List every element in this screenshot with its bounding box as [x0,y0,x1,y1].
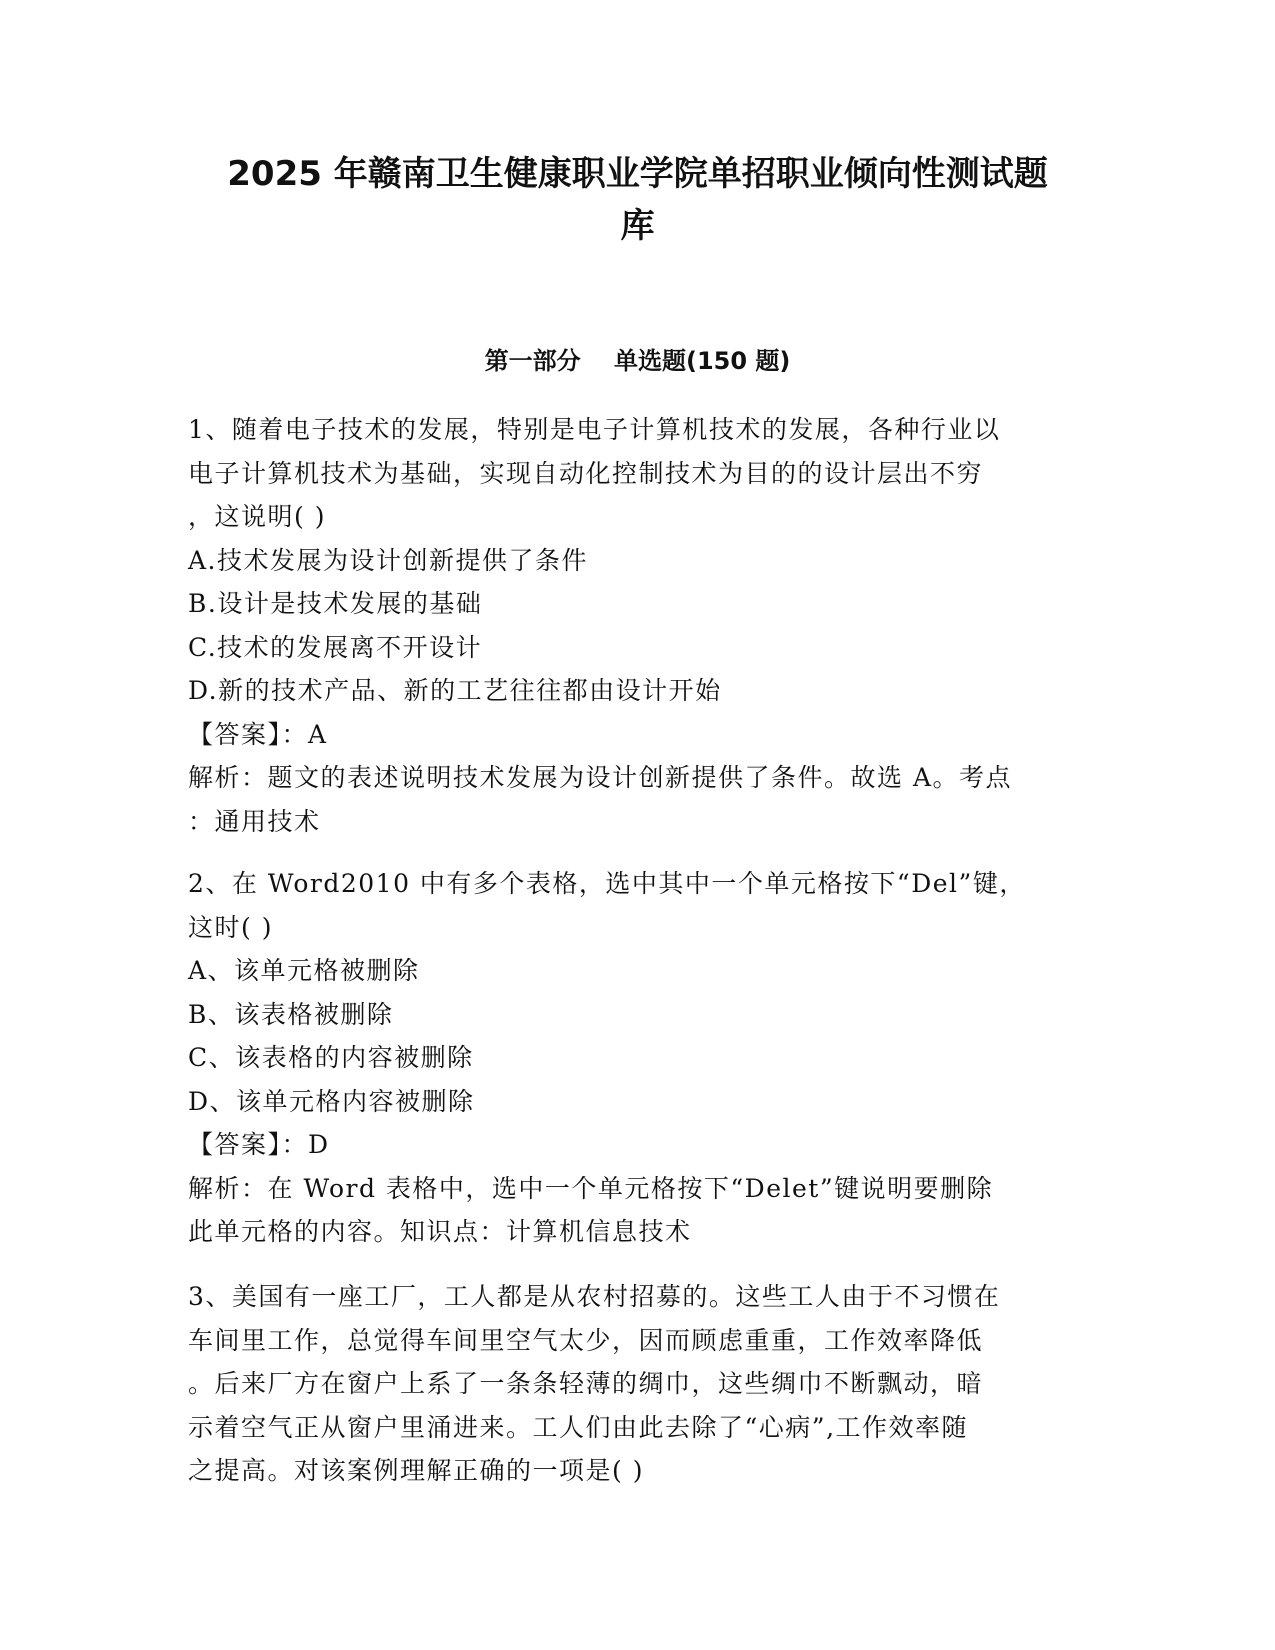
question-1 [188,408,1088,843]
question-stem-line: 1、随着电子技术的发展，特别是电子计算机技术的发展，各种行业以 [188,415,1001,444]
explanation-line: ：通用技术 [188,806,321,836]
explanation-line: 解析：在 Word 表格中，选中一个单元格按下“Delet”键说明要删除 [188,1173,994,1203]
answer: 【答案】：D [188,1130,330,1159]
question-3 [188,1275,1088,1493]
option-a: A、该单元格被删除 [188,956,420,985]
question-stem-line: 示着空气正从窗户里涌进来。工人们由此去除了“心病”,工作效率随 [188,1412,969,1442]
question-2 [188,862,1088,1254]
option-b: B、该表格被删除 [188,999,394,1029]
option-d: D.新的技术产品、新的工艺往往都由设计开始 [188,676,722,705]
title-line: 2025 年赣南卫生健康职业学院单招职业倾向性测试题 [227,154,1048,194]
title-line: 库 [620,206,655,246]
answer: 【答案】：A [188,719,328,749]
question-stem-line: ，这说明( ) [188,502,326,531]
question-stem-line: 电子计算机技术为基础，实现自动化控制技术为目的的设计层出不穷 [188,458,984,488]
document-title [150,148,1125,252]
option-d: D、该单元格内容被删除 [188,1086,475,1116]
question-stem-line: 这时( ) [188,912,273,942]
explanation-line: 此单元格的内容。知识点：计算机信息技术 [188,1217,692,1246]
question-stem-line: 车间里工作，总觉得车间里空气太少，因而顾虑重重，工作效率降低 [188,1325,984,1355]
option-a: A.技术发展为设计创新提供了条件 [188,545,589,575]
explanation-line: 解析：题文的表述说明技术发展为设计创新提供了条件。故选 A。考点 [188,763,1013,792]
question-stem-line: 。后来厂方在窗户上系了一条条轻薄的绸巾，这些绸巾不断飘动，暗 [188,1369,984,1398]
option-b: B.设计是技术发展的基础 [188,589,483,618]
option-c: C、该表格的内容被删除 [188,1043,474,1072]
section-title: 第一部分 单选题(150 题) [484,347,791,375]
question-stem-line: 2、在 Word2010 中有多个表格，选中其中一个单元格按下“Del”键， [188,869,1026,898]
question-stem-line: 3、美国有一座工厂，工人都是从农村招募的。这些工人由于不习惯在 [188,1282,1001,1311]
option-c: C.技术的发展离不开设计 [188,632,483,662]
question-stem-line: 之提高。对该案例理解正确的一项是( ) [188,1456,644,1485]
